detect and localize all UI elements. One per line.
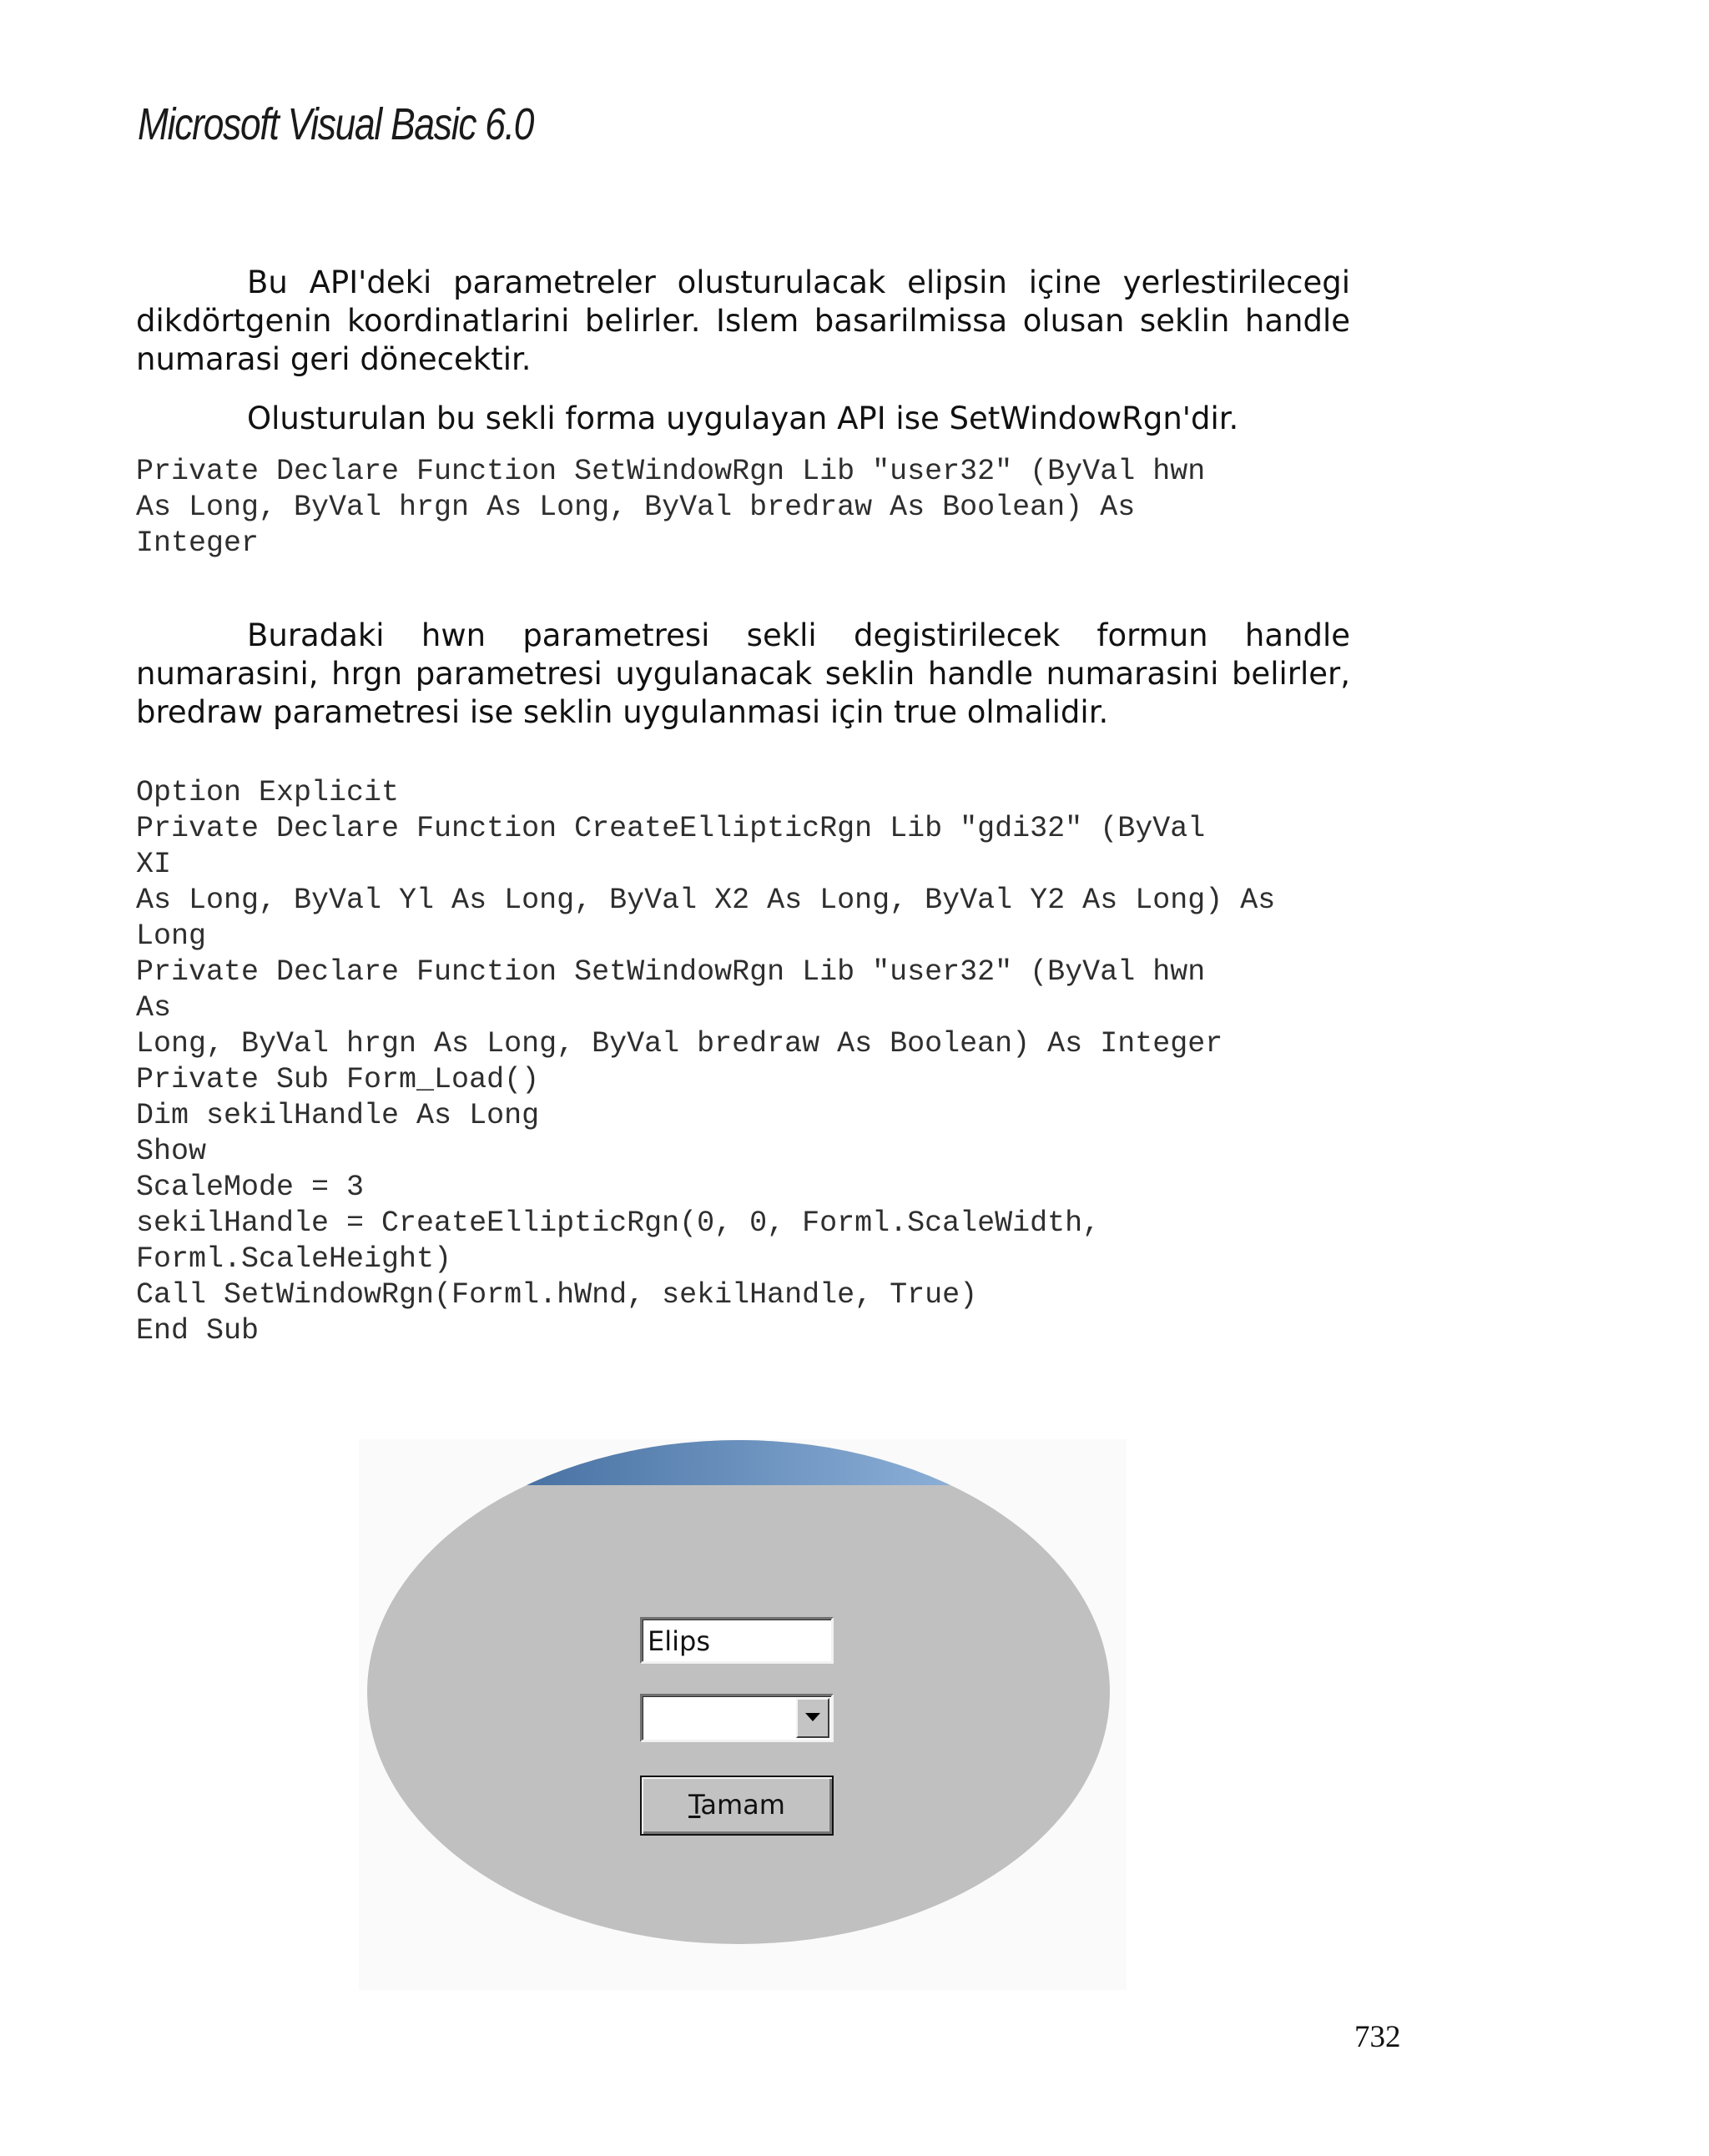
tamam-accelerator-letter: T (688, 1789, 701, 1821)
code-line: Option Explicit (136, 776, 400, 809)
code-block-1 (136, 454, 1205, 562)
code-line: Long (136, 919, 207, 953)
tamam-button[interactable] (640, 1776, 834, 1836)
code-line: Show (136, 1135, 207, 1168)
code-line: Private Declare Function CreateEllipticRgn Lib "gdi32" (ByVal (136, 812, 1206, 845)
code-line: Integer (136, 526, 260, 560)
code-line: ScaleMode = 3 (136, 1171, 365, 1204)
code-line: Private Declare Function SetWindowRgn Lib "user32" (ByVal hwn (136, 455, 1206, 488)
chevron-down-icon (805, 1713, 820, 1721)
paragraph-1 (136, 264, 1350, 379)
paragraph-3 (136, 617, 1350, 732)
paragraph-1-text: Bu API'deki parametreler olusturulacak elipsin içine yerlestirilecegi dikdörtgenin koordinatlarini belirler. Islem basarilmissa olusan seklin handle numarasi geri dönecektir. (136, 264, 1350, 377)
combo-box[interactable] (640, 1694, 834, 1742)
text-input[interactable]: Elips (640, 1617, 834, 1664)
code-line: Forml.ScaleHeight) (136, 1242, 452, 1276)
code-line: End Sub (136, 1314, 260, 1348)
elliptic-form-screenshot (359, 1418, 1127, 1994)
code-line: As Long, ByVal hrgn As Long, ByVal bredraw As Boolean) As (136, 491, 1136, 524)
tamam-label: amam (700, 1789, 785, 1821)
paragraph-3-text: Buradaki hwn parametresi sekli degistirilecek formun handle numarasini, hrgn parametresi uygulanacak seklin handle numarasini belirler, bredraw parametresi ise seklin uygulanmasi için true olmalidir. (136, 617, 1350, 730)
paragraph-2: Olusturulan bu sekli forma uygulayan API ise SetWindowRgn'dir. (247, 400, 1239, 436)
code-line: sekilHandle = CreateEllipticRgn(0, 0, Forml.ScaleWidth, (136, 1206, 1101, 1240)
combo-dropdown-button[interactable] (796, 1698, 829, 1738)
code-block-2 (136, 775, 1275, 1349)
code-line: Call SetWindowRgn(Forml.hWnd, sekilHandle, True) (136, 1278, 978, 1312)
code-line: Private Declare Function SetWindowRgn Lib "user32" (ByVal hwn (136, 955, 1206, 989)
code-line: As Long, ByVal Yl As Long, ByVal X2 As Long, ByVal Y2 As Long) As (136, 884, 1276, 917)
code-line: XI (136, 848, 172, 881)
code-line: Private Sub Form_Load() (136, 1063, 540, 1096)
code-line: As (136, 991, 172, 1025)
running-header: Microsoft Visual Basic 6.0 (138, 99, 534, 149)
code-line: Long, ByVal hrgn As Long, ByVal bredraw As Boolean) As Integer (136, 1027, 1223, 1060)
page-number: 732 (1354, 2020, 1401, 2054)
code-line: Dim sekilHandle As Long (136, 1099, 540, 1132)
